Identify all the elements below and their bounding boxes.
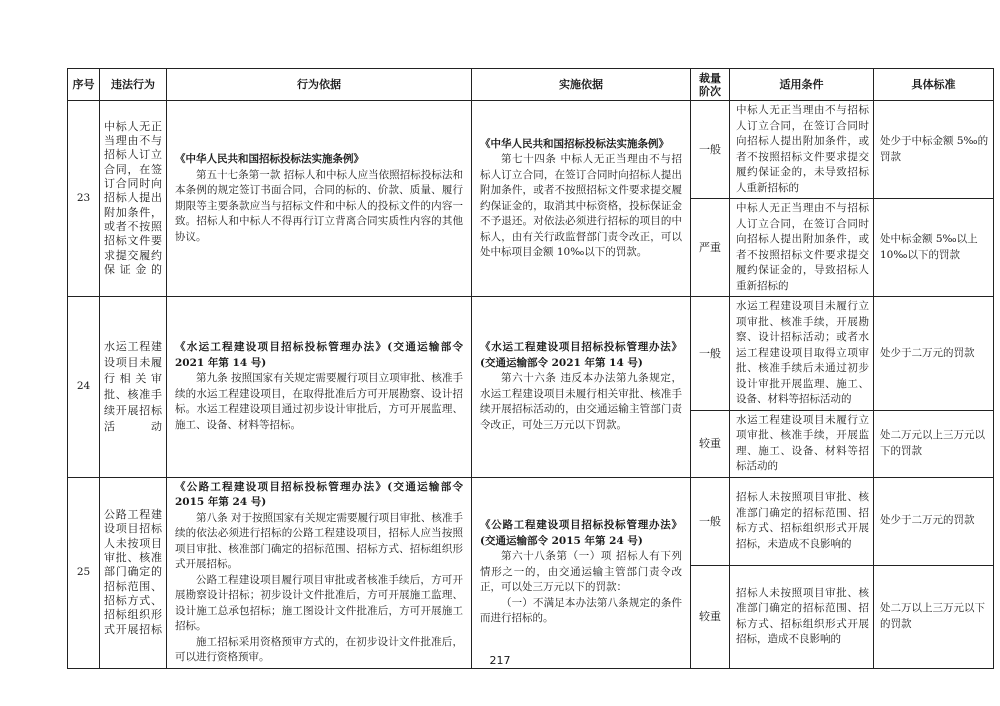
basis-law-title: 《公路工程建设项目招标投标管理办法》(交通运输部令 2015 年第 24 号) [175, 480, 463, 508]
level-cell: 严重 [691, 199, 730, 297]
condition-cell: 招标人未按照项目审批、核准部门确定的招标范围、招标方式、招标组织形式开展招标，未造成不良影响的 [730, 477, 874, 565]
impl-paragraph: 第七十四条 中标人无正当理由不与招标人订立合同，在签订合同时向招标人提出附加条件，或者不按照招标文件要求提交履约保证金的，取消其中标资格，投标保证金不予退还。对依法必须进行招标的项目的中标人，由有关行政监督部门责令改正，可以处中标项目金额 10‰以下的罚款。 [480, 153, 682, 258]
standard-cell: 处少于二万元的罚款 [874, 297, 994, 411]
header-act: 违法行为 [100, 69, 167, 101]
condition-cell: 水运工程建设项目未履行立项审批、核准手续，开展监理、施工、设备、材料等招标活动的 [730, 410, 874, 477]
impl-paragraph: （一）不满足本办法第八条规定的条件而进行招标的。 [480, 596, 682, 625]
table-row [68, 101, 994, 199]
level-cell: 较重 [691, 410, 730, 477]
level-cell: 一般 [691, 477, 730, 565]
row-seq: 23 [68, 101, 100, 297]
level-cell: 一般 [691, 101, 730, 199]
table-row [68, 477, 994, 565]
standard-cell: 处二万以上三万元以下的罚款 [874, 565, 994, 668]
header-row [68, 69, 994, 101]
basis-paragraph: 公路工程建设项目履行项目审批或者核准手续后，方可开展勘察设计招标；初步设计文件批准后，方可开展施工监理、设计施工总承包招标；施工图设计文件批准后，方可开展施工招标。 [175, 573, 463, 632]
condition-cell: 中标人无正当理由不与招标人订立合同，在签订合同时向招标人提出附加条件，或者不按照招标文件要求提交履约保证金的，未导致招标人重新招标的 [730, 101, 874, 199]
violation-cell: 水运工程建设项目未履行相关审批、核准手续开展招标活动 [100, 297, 167, 478]
basis-paragraph: 第五十七条第一款 招标人和中标人应当依照招标投标法和本条例的规定签订书面合同，合同的标的、价款、质量、履行期限等主要条款应当与招标文件和中标人的投标文件的内容一致。招标人和中标人不得再行订立背离合同实质性内容的其他协议。 [175, 168, 463, 243]
level-cell: 一般 [691, 297, 730, 411]
standard-cell: 处中标金额 5‰以上 10‰以下的罚款 [874, 199, 994, 297]
basis-cell [167, 477, 472, 668]
impl-cell [472, 477, 691, 668]
penalty-table [67, 68, 994, 669]
impl-cell [472, 297, 691, 478]
header-basis: 行为依据 [167, 69, 472, 101]
condition-cell: 招标人未按照项目审批、核准部门确定的招标范围、招标方式、招标组织形式开展招标，造成不良影响的 [730, 565, 874, 668]
level-cell: 较重 [691, 565, 730, 668]
impl-law-title: 《水运工程建设项目招标投标管理办法》(交通运输部令 2021 年第 14 号) [480, 341, 682, 369]
header-seq: 序号 [68, 69, 100, 101]
basis-cell [167, 101, 472, 297]
basis-paragraph: 第九条 按照国家有关规定需要履行项目立项审批、核准手续的水运工程建设项目，在取得批准后方可开展勘察、设计招标。水运工程建设项目通过初步设计审批后，方可开展监理、施工、设备、材料等招标。 [175, 372, 463, 431]
violation-cell: 公路工程建设项目招标人未按项目审批、核准部门确定的招标范围、招标方式、招标组织形式开展招标 [100, 477, 167, 668]
page-number: 217 [489, 654, 511, 667]
basis-paragraph: 施工招标采用资格预审方式的，在初步设计文件批准后，可以进行资格预审。 [175, 635, 463, 663]
impl-law-title: 《中华人民共和国招标投标法实施条例》 [480, 137, 669, 150]
condition-cell: 中标人无正当理由不与招标人订立合同，在签订合同时向招标人提出附加条件，或者不按照招标文件要求提交履约保证金的，导致招标人重新招标的 [730, 199, 874, 297]
header-std: 具体标准 [874, 69, 994, 101]
impl-cell [472, 101, 691, 297]
impl-paragraph: 第六十八条第（一）项 招标人有下列情形之一的，由交通运输主管部门责令改正，可以处三万元以下的罚款： [480, 550, 682, 594]
basis-cell [167, 297, 472, 478]
header-cond: 适用条件 [730, 69, 874, 101]
impl-law-title: 《公路工程建设项目招标投标管理办法》(交通运输部令 2015 年第 24 号) [480, 519, 682, 547]
basis-paragraph: 第八条 对于按照国家有关规定需要履行项目审批、核准手续的依法必须进行招标的公路工程建设项目，招标人应当按照项目审批、核准部门确定的招标范围、招标方式、招标组织形式开展招标。 [175, 511, 463, 570]
header-impl: 实施依据 [472, 69, 691, 101]
standard-cell: 处少于二万元的罚款 [874, 477, 994, 565]
row-seq: 24 [68, 297, 100, 478]
basis-law-title: 《水运工程建设项目招标投标管理办法》(交通运输部令 2021 年第 14 号) [175, 341, 463, 369]
header-level [691, 69, 730, 101]
violation-cell: 中标人无正当理由不与招标人订立合同，在签订合同时向招标人提出附加条件，或者不按照招标文件要求提交履约保证金的 [100, 101, 167, 297]
header-level-line2: 阶次 [699, 84, 721, 98]
impl-paragraph: 第六十六条 违反本办法第九条规定，水运工程建设项目未履行相关审批、核准手续开展招标活动的，由交通运输主管部门责令改正，可处三万元以下罚款。 [480, 372, 682, 431]
condition-cell: 水运工程建设项目未履行立项审批、核准手续，开展勘察、设计招标活动；或者水运工程建设项目取得立项审批、核准手续后未通过初步设计审批开展监理、施工、设备、材料等招标活动的 [730, 297, 874, 411]
header-level-line1: 裁量 [699, 71, 721, 85]
table-row [68, 297, 994, 411]
row-seq: 25 [68, 477, 100, 668]
standard-cell: 处二万元以上三万元以下的罚款 [874, 410, 994, 477]
basis-law-title: 《中华人民共和国招标投标法实施条例》 [175, 153, 364, 165]
standard-cell: 处少于中标金额 5‰的罚款 [874, 101, 994, 199]
